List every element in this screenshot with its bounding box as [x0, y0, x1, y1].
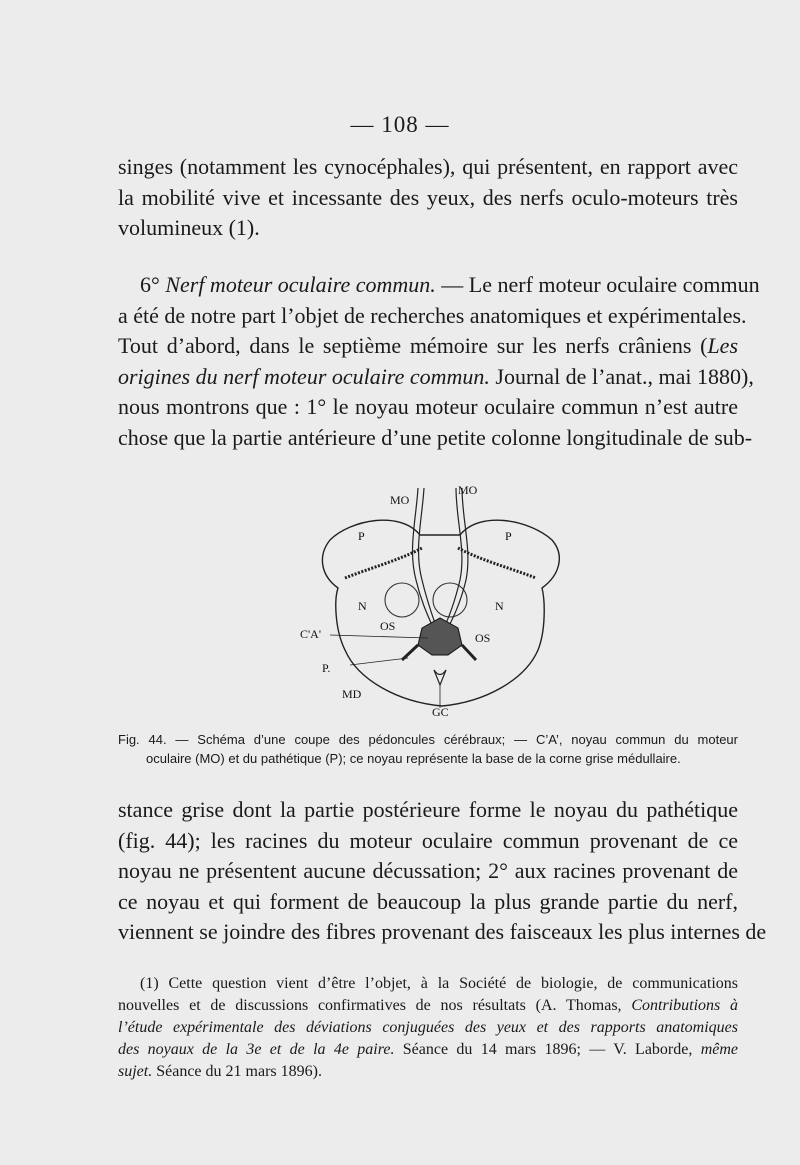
text-line: a été de notre part l’objet de recherches anatomiques et expérimentales.	[118, 302, 747, 328]
text-line: stance grise dont la partie postérieure forme le noyau du pathétique	[118, 797, 738, 822]
text-line	[118, 362, 754, 393]
label-os-left: OS	[380, 619, 396, 633]
hatched-band	[345, 548, 536, 578]
text-fragment: Tout d’abord, dans le septième mémoire sur les nerfs crâniens (	[118, 333, 708, 358]
italic-fragment: Les	[707, 333, 738, 358]
paragraph-1	[118, 152, 738, 244]
text-line: chose que la partie antérieure d’une petite colonne longitudinale de sub-	[118, 424, 753, 450]
central-nucleus	[418, 618, 462, 655]
text-line: volumineux (1).	[118, 215, 260, 240]
label-md: MD	[342, 687, 362, 701]
paragraph-2	[118, 270, 760, 453]
footnote-line: (1) Cette question vient d’être l’objet, à la Société de biologie, de communications	[140, 975, 738, 992]
paragraph-3	[118, 795, 767, 948]
peduncle-outline	[322, 520, 559, 706]
label-os-right: OS	[475, 631, 491, 645]
italic-fragment: des noyaux de la 3e et de la 4e paire.	[118, 1041, 395, 1058]
label-p-right: P	[505, 529, 512, 543]
text-fragment: Séance du 21 mars 1896).	[152, 1063, 322, 1080]
figure-caption	[118, 730, 738, 768]
central-canal	[434, 670, 446, 685]
footnote-line	[118, 1039, 738, 1061]
footnote	[118, 973, 738, 1083]
text-line: singes (notamment les cynocéphales), qui présentent, en rapport avec	[118, 154, 738, 179]
italic-fragment: Contributions à	[631, 997, 739, 1014]
text-line	[118, 270, 760, 301]
label-p-left: P	[358, 529, 365, 543]
label-gc: GC	[432, 705, 449, 719]
page-number: — 108 —	[350, 112, 450, 137]
label-n-left: N	[358, 599, 367, 613]
label-n-right: N	[495, 599, 504, 613]
text-line: la mobilité vive et incessante des yeux, des nerfs oculo-moteurs très	[118, 184, 738, 210]
text-fragment: — Le nerf moteur oculaire commun	[435, 272, 760, 297]
label-mo-right: MO	[458, 483, 478, 497]
footnote-line	[118, 1017, 738, 1039]
os-left-circle	[385, 583, 419, 617]
text-line: ce noyau et qui forment de beaucoup la plus grande partie du nerf,	[118, 888, 738, 914]
caption-line: oculaire (MO) et du pathétique (P); ce noyau représente la base de la corne grise médullaire.	[146, 751, 681, 766]
figure-44-diagram	[290, 480, 590, 720]
label-p-small: P.	[322, 661, 331, 675]
label-ca: C'A'	[300, 627, 321, 641]
italic-fragment: sujet.	[118, 1063, 153, 1080]
section-title: Nerf moteur oculaire commun.	[165, 272, 436, 297]
italic-fragment: origines du nerf moteur oculaire commun.	[118, 363, 490, 389]
text-line	[118, 331, 738, 362]
caption-line: Fig. 44. — Schéma d’une coupe des pédoncules cérébraux; — C’A’, noyau commun du moteur	[118, 732, 738, 747]
mo-root-right	[442, 488, 462, 632]
footnote-line	[118, 1061, 738, 1083]
italic-fragment: même	[700, 1041, 738, 1058]
text-line: viennent se joindre des fibres provenant des faisceaux les plus internes de	[118, 919, 767, 944]
italic-fragment: l’étude expérimentale des déviations conjuguées des yeux et des rapports anatomiques	[118, 1019, 738, 1036]
text-fragment: Journal de l’anat., mai 1880),	[489, 363, 754, 389]
footnote-line	[118, 995, 738, 1017]
text-fragment: nouvelles et de discussions confirmatives de nos résultats (A. Thomas,	[118, 997, 632, 1014]
text-line: nous montrons que : 1° le noyau moteur oculaire commun n’est autre	[118, 394, 738, 419]
section-number: 6°	[140, 272, 166, 297]
label-mo-left: MO	[390, 493, 410, 507]
mo-root-left-2	[419, 488, 438, 632]
text-line: noyau ne présentent aucune décussation; 2° aux racines provenant de	[118, 858, 738, 883]
text-line: (fig. 44); les racines du moteur oculaire commun provenant de ce	[118, 827, 738, 853]
text-fragment: Séance du 14 mars 1896; — V. Laborde,	[394, 1041, 701, 1058]
